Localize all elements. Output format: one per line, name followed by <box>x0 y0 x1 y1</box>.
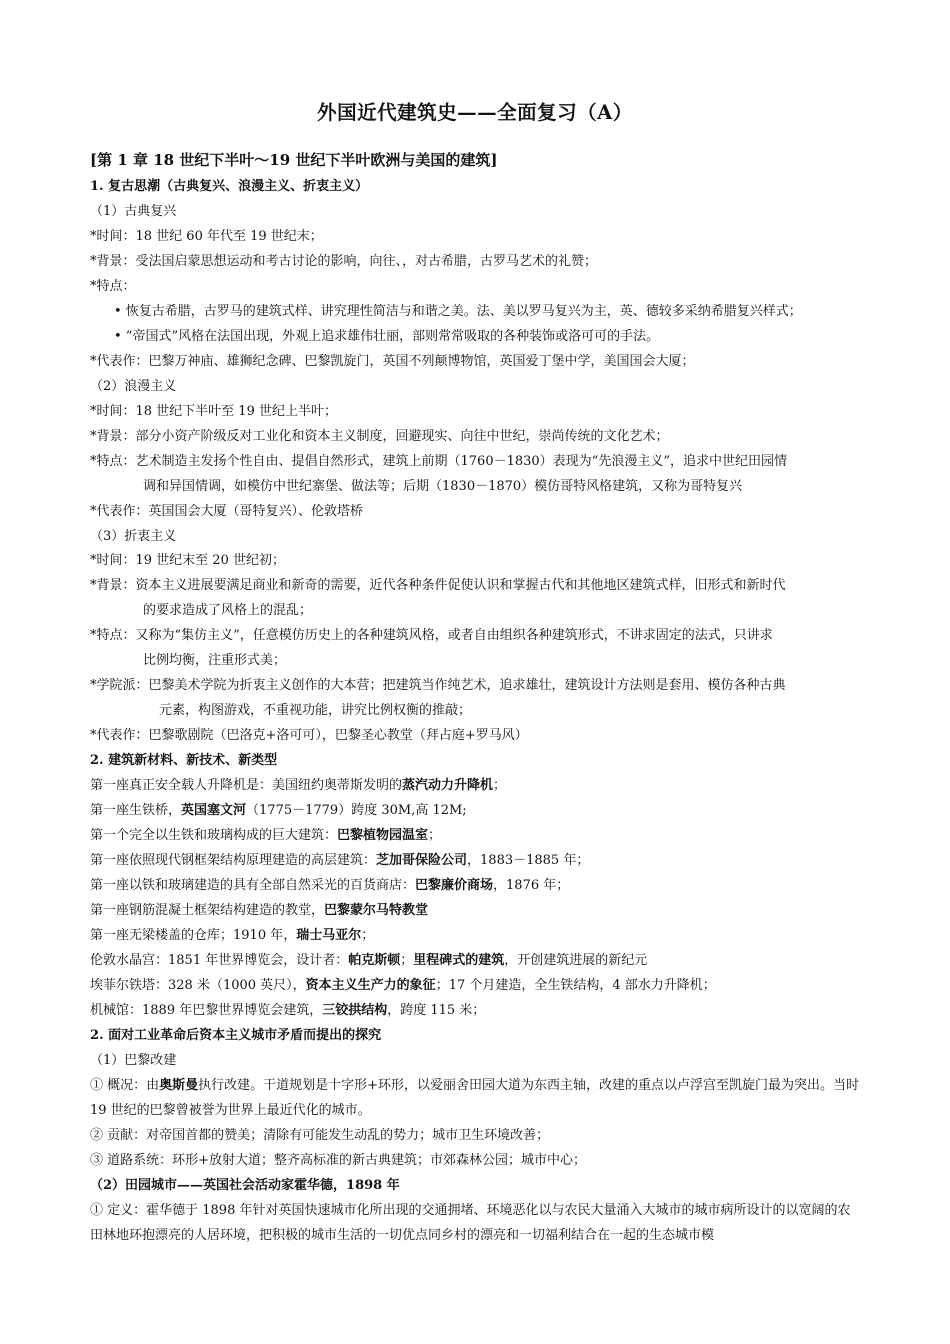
section-heading: 1. 复古思潮（古典复兴、浪漫主义、折衷主义） <box>90 179 369 194</box>
text-line: 第一座生铁桥，英国塞文河（1775－1779）跨度 30M,高 12M; <box>90 803 467 818</box>
subsection-heading: （3）折衷主义 <box>90 529 177 544</box>
text-line: 元素，构图游戏，不重视功能，讲究比例权衡的推敲； <box>159 703 472 718</box>
page-title: 外国近代建筑史——全面复习（A） <box>317 101 633 124</box>
text-line: 伦敦水晶宫：1851 年世界博览会，设计者：帕克斯顿；里程碑式的建筑，开创建筑进展的新纪元 <box>90 953 648 968</box>
text-line: 机械馆：1889 年巴黎世界博览会建筑，三铰拱结构，跨度 115 米； <box>90 1003 486 1018</box>
text-line: *背景：受法国启蒙思想运动和考古讨论的影响，向往、，对古希腊，古罗马艺术的礼赞； <box>90 254 598 269</box>
text-line: *特点： <box>90 279 136 294</box>
text-line: *特点：又称为“集仿主义”，任意模仿历史上的各种建筑风格，或者自由组织各种建筑形式，不讲求固定的法式，只讲求 <box>90 628 773 643</box>
text-line: ② 贡献：对帝国首都的赞美；清除有可能发生动乱的势力；城市卫生环境改善； <box>90 1128 550 1143</box>
text-line: 第一座钢筋混凝土框架结构建造的教堂，巴黎蒙尔马特教堂 <box>90 903 429 918</box>
text-line: 的要求造成了风格上的混乱； <box>143 603 313 618</box>
text-line: *学院派：巴黎美术学院为折衷主义创作的大本营；把建筑当作纯艺术，追求雄壮，建筑设计方法则是套用、模仿各种古典 <box>90 678 786 693</box>
subsection-heading: （1）古典复兴 <box>90 204 177 219</box>
section-heading: 2. 建筑新材料、新技术、新类型 <box>90 753 278 768</box>
subsection-heading: （2）浪漫主义 <box>90 379 177 394</box>
text-line: 第一座以铁和玻璃建造的具有全部自然采光的百货商店：巴黎廉价商场，1876 年； <box>90 878 570 893</box>
chapter-heading: [第 1 章 18 世纪下半叶～19 世纪下半叶欧洲与美国的建筑] <box>90 151 498 169</box>
paragraph: ① 定义：霍华德于 1898 年针对英国快速城市化所出现的交通拥堵、环境恶化以与农民大量涌入大城市的城市病所设计的以宽阔的农田林地环抱漂亮的人居环境，把积极的城市生活的一切优点同乡村的漂亮和一切福利结合在一起的生态城市模 <box>90 1203 851 1243</box>
text-line: 第一座真正安全载人升降机是：美国纽约奥蒂斯发明的蒸汽动力升降机； <box>90 778 507 793</box>
text-line: *背景：部分小资产阶级反对工业化和资本主义制度，回避现实、向往中世纪，崇尚传统的文化艺术； <box>90 429 669 444</box>
paragraph: ① 概况：由奥斯曼执行改建。干道规划是十字形+环形，以爱丽舍田园大道为东西主轴，改建的重点以卢浮宫至凯旋门最为突出。当时 19 世纪的巴黎曾被誉为世界上最近代化的城市。 <box>90 1078 860 1118</box>
text-line: 比例均衡，注重形式美； <box>143 653 287 668</box>
subsection-heading: （1）巴黎改建 <box>90 1053 177 1068</box>
text-line: 埃菲尔铁塔：328 米（1000 英尺），资本主义生产力的象征；17 个月建造，全生铁结构，4 部水力升降机； <box>90 978 716 993</box>
text-line: *背景：资本主义进展要满足商业和新奇的需要，近代各种条件促使认识和掌握古代和其他地区建筑式样，旧形式和新时代 <box>90 578 786 593</box>
text-line: *特点：艺术制造主发扬个性自由、提倡自然形式，建筑上前期（1760－1830）表现为“先浪漫主义”，追求中世纪田园情 <box>90 454 787 469</box>
text-line: *时间：18 世纪 60 年代至 19 世纪末； <box>90 229 323 244</box>
text-line: *时间：19 世纪末至 20 世纪初； <box>90 553 285 568</box>
text-line: 第一个完全以生铁和玻璃构成的巨大建筑：巴黎植物园温室； <box>90 828 442 843</box>
text-line: *时间：18 世纪下半叶至 19 世纪上半叶； <box>90 404 337 419</box>
text-line: 第一座无梁楼盖的仓库；1910 年，瑞士马亚尔； <box>90 928 375 943</box>
text-line: *代表作：巴黎歌剧院（巴洛克+洛可可），巴黎圣心教堂（拜占庭+罗马风） <box>90 728 528 743</box>
text-line: *代表作：英国国会大厦（哥特复兴）、伦敦塔桥 <box>90 504 364 519</box>
bullet-item: • “帝国式”风格在法国出现，外观上追求雄伟壮丽，部则常常吸取的各种装饰或洛可可的手法。 <box>114 329 660 344</box>
text-line: *代表作：巴黎万神庙、雄狮纪念碑、巴黎凯旋门，英国不列颠博物馆，英国爱丁堡中学，美国国会大厦； <box>90 354 695 369</box>
section-heading: 2. 面对工业革命后资本主义城市矛盾而提出的探究 <box>90 1028 382 1043</box>
text-line: 调和异国情调，如模仿中世纪寨堡、做法等；后期（1830－1870）模仿哥特风格建筑，又称为哥特复兴 <box>143 479 743 494</box>
bullet-item: • 恢复古希腊，古罗马的建筑式样、讲究理性简洁与和谐之美。法、美以罗马复兴为主，英、德较多采纳希腊复兴样式； <box>114 304 802 319</box>
subsection-heading: （2）田园城市——英国社会活动家霍华德，1898 年 <box>90 1178 400 1193</box>
text-line: 第一座依照现代钢框架结构原理建造的高层建筑：芝加哥保险公司，1883－1885 年； <box>90 853 590 868</box>
text-line: ③ 道路系统：环形+放射大道；整齐高标准的新古典建筑；市郊森林公园；城市中心； <box>90 1153 587 1168</box>
